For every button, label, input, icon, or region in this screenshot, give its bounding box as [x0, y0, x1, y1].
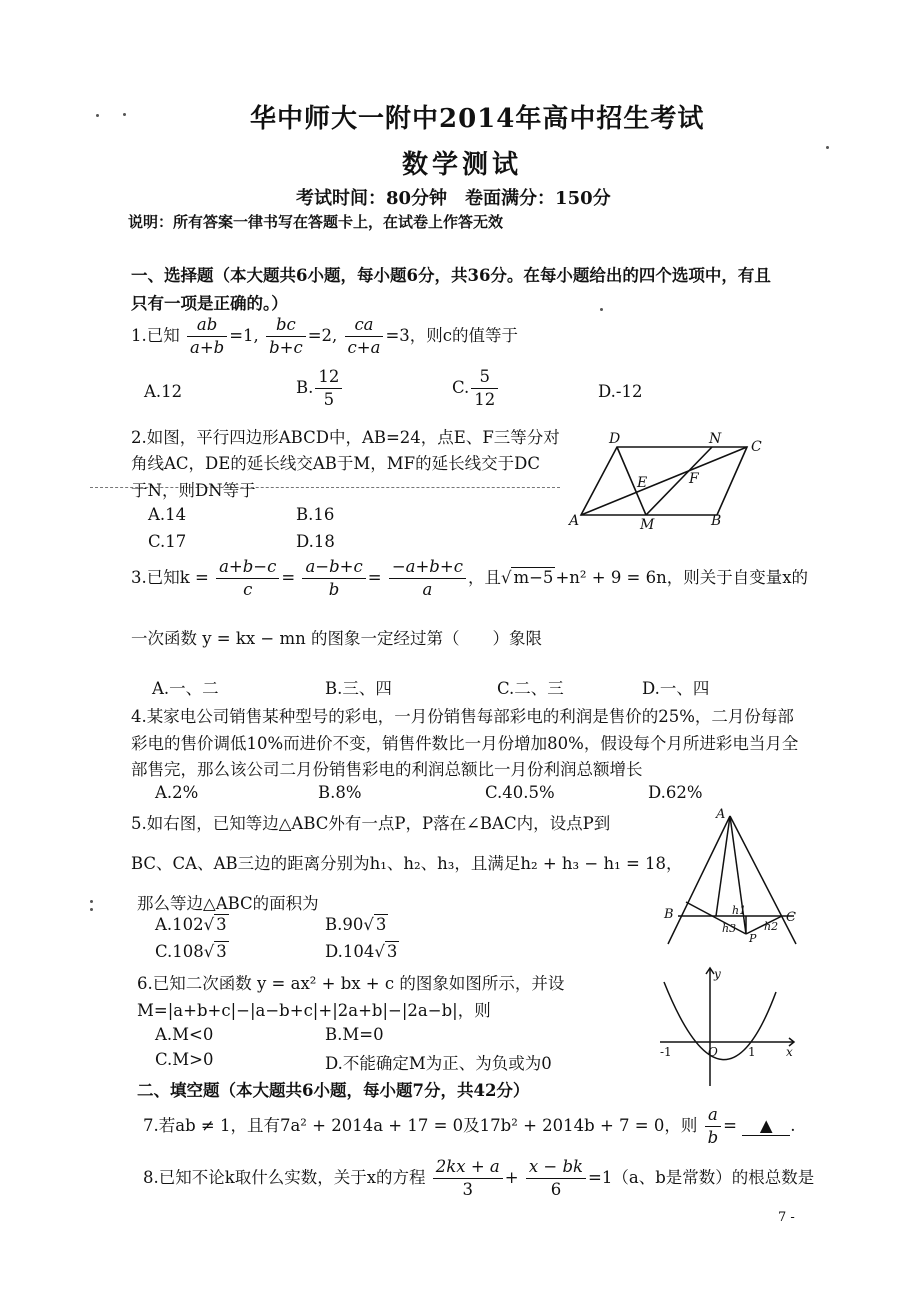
section1-heading-cont: 只有一项是正确的。）: [131, 294, 288, 313]
q6-option-a: A.M<0: [155, 1025, 214, 1044]
q3-frac3: $\frac{-a+b+c}{a}$: [389, 556, 466, 601]
q1-tail: ，则c的值等于: [409, 326, 519, 345]
question-4-line2: 彩电的售价调低10%而进价不变，销售件数比一月份增加80%，假设每个月所进彩电当月全: [131, 734, 799, 753]
scan-speck: [600, 308, 603, 311]
section2-heading: 二、填空题（本大题共6小题，每小题7分，共42分）: [137, 1081, 530, 1100]
label-origin: O: [708, 1045, 718, 1059]
q4-option-d: D.62%: [648, 783, 703, 802]
q4-option-a: A.2%: [155, 783, 199, 802]
q1-frac3: $\frac{ca}{c+a}$: [345, 314, 384, 359]
label-p: P: [749, 932, 757, 945]
triangle-figure: [660, 806, 810, 948]
q4-option-b: B.8%: [318, 783, 362, 802]
q6-option-b: B.M=0: [325, 1025, 384, 1044]
label-h2: h2: [764, 920, 779, 933]
q5-option-b: B.90√ 3: [325, 915, 387, 934]
section1-heading: 一、选择题（本大题共6小题，每小题6分，共36分。在每小题给出的四个选项中，有且: [131, 266, 771, 285]
exam-note: 说明：所有答案一律书写在答题卡上，在试卷上作答无效: [128, 213, 504, 231]
label-y: y: [714, 967, 721, 981]
label-a: A: [716, 807, 726, 822]
scan-speck: [123, 113, 126, 116]
label-d: D: [609, 431, 621, 447]
question-2-line1: 2.如图，平行四边形ABCD中，AB=24，点E、F三等分对: [131, 428, 560, 447]
line-mn: [646, 447, 712, 515]
label-m: M: [640, 517, 655, 533]
q5-option-c: C.108√ 3: [155, 942, 227, 961]
scan-speck: [90, 900, 93, 903]
q2-option-a: A.14: [148, 505, 187, 524]
q2-option-d: D.18: [296, 532, 335, 551]
q3-option-d: D.一、四: [642, 679, 710, 698]
label-c: C: [751, 439, 762, 455]
question-5-line3: 那么等边△ABC的面积为: [137, 894, 319, 913]
label-one: 1: [748, 1045, 756, 1059]
q1-lead: 1.已知: [131, 326, 180, 345]
q7-answer-blank: ▲: [742, 1116, 790, 1136]
label-n: N: [709, 431, 722, 447]
q5-option-a: A.102√ 3: [155, 915, 227, 934]
question-7: 7.若ab ≠ 1，且有7a² + 2014a + 17 = 0及17b² + 2014b + 7 = 0，则 $\frac{a}{b}$ = ▲ .: [143, 1105, 796, 1147]
label-neg1: -1: [660, 1045, 672, 1059]
parabola-figure: [652, 962, 802, 1090]
q8-frac1: $\frac{2kx + a}{3}$: [433, 1156, 503, 1201]
q6-option-d: D.不能确定M为正、为负或为0: [325, 1054, 552, 1073]
scan-speck: [826, 146, 829, 149]
q7-fraction: $\frac{a}{b}$: [705, 1104, 722, 1149]
question-3-line2: 一次函数 y = kx − mn 的图象一定经过第（ ）象限: [131, 629, 543, 648]
label-b: B: [711, 513, 722, 529]
q4-option-c: C.40.5%: [485, 783, 555, 802]
parabola-curve: [664, 982, 776, 1060]
q3-option-a: A.一、二: [152, 679, 219, 698]
scan-speck: [90, 908, 93, 911]
page-number: 7 -: [778, 1210, 795, 1225]
label-b: B: [664, 907, 674, 922]
question-6-line2: M=|a+b+c|−|a−b+c|+|2a+b|−|2a−b|，则: [137, 1001, 491, 1020]
q2-option-c: C.17: [148, 532, 187, 551]
question-4-line3: 部售完，那么该公司二月份销售彩电的利润总额比一月份利润总额增长: [131, 760, 643, 779]
q2-option-b: B.16: [296, 505, 335, 524]
label-e: E: [637, 475, 648, 491]
label-x: x: [786, 1045, 793, 1059]
q1-option-a: A.12: [144, 382, 183, 401]
question-6-line1: 6.已知二次函数 y = ax² + bx + c 的图象如图所示，并设: [137, 974, 565, 993]
question-5-line1: 5.如右图，已知等边△ABC外有一点P，P落在∠BAC内，设点P到: [131, 814, 611, 833]
label-c: C: [786, 910, 796, 925]
q6-option-c: C.M>0: [155, 1050, 214, 1069]
question-2-line2: 角线AC，DE的延长线交AB于M，MF的延长线交于DC: [131, 454, 540, 473]
q3-frac2: $\frac{a-b+c}{b}$: [302, 556, 365, 601]
q3-option-c: C.二、三: [497, 679, 564, 698]
page-title: 华中师大一附中2014年高中招生考试: [250, 104, 705, 134]
question-5-line2: BC、CA、AB三边的距离分别为h₁、h₂、h₃，且满足h₂ + h₃ − h₁ = 18，: [131, 854, 683, 873]
exam-info: 考试时间：80分钟 卷面满分：150分: [296, 188, 611, 209]
label-a: A: [569, 513, 580, 529]
question-2-line3: 于N，则DN等于: [131, 481, 256, 500]
q3-frac1: $\frac{a+b-c}{c}$: [216, 556, 279, 601]
q1-frac1: $\frac{ab}{a+b}$: [187, 314, 227, 359]
q1-option-c: C. $\frac{5}{12}$: [452, 366, 500, 411]
q8-frac2: $\frac{x - bk}{6}$: [526, 1156, 586, 1201]
label-h3: h3: [722, 922, 737, 935]
parallelogram-figure: [565, 425, 775, 535]
question-8: 8.已知不论k取什么实数，关于x的方程 $\frac{2kx + a}{3}$ + $\frac{x - bk}{6}$ =1（a、b是常数）的根总数是: [143, 1157, 815, 1199]
q1-option-b: B. $\frac{12}{5}$: [296, 366, 344, 411]
question-3-line1: 3.已知k = $\frac{a+b-c}{c}$ = $\frac{a-b+c}{b}$ = $\frac{-a+b+c}{a}$ ，且√ m−5 +n² + 9 = 6n，则关于自变量x的: [131, 557, 809, 599]
q1-frac2: $\frac{bc}{b+c}$: [266, 314, 306, 359]
q5-option-d: D.104√ 3: [325, 942, 398, 961]
scan-speck: [96, 114, 99, 117]
q3-option-b: B.三、四: [325, 679, 392, 698]
label-f: F: [689, 471, 699, 487]
q1-option-d: D.-12: [598, 382, 643, 401]
page-subtitle: 数学测试: [402, 150, 523, 180]
question-4-line1: 4.某家电公司销售某种型号的彩电，一月份销售每部彩电的利润是售价的25%，二月份每部: [131, 707, 794, 726]
label-h1: h1: [732, 904, 747, 917]
question-1: 1.已知 $\frac{ab}{a+b}$ =1, $\frac{bc}{b+c}$ =2, $\frac{ca}{c+a}$ =3，则c的值等于: [131, 315, 519, 357]
